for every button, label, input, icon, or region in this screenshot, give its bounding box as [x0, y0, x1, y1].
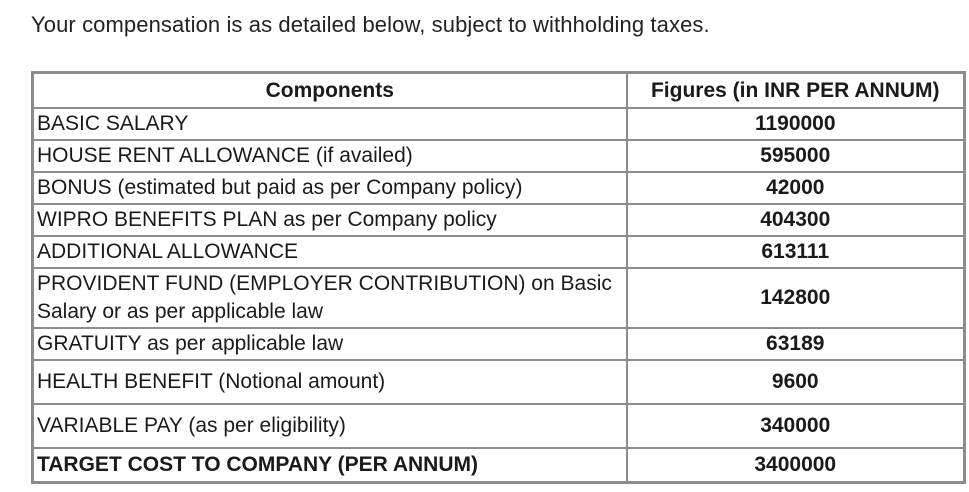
- figure-cell: 340000: [627, 404, 965, 448]
- compensation-table: [31, 71, 966, 484]
- figure-cell: 595000: [627, 140, 965, 172]
- component-cell: GRATUITY as per applicable law: [33, 328, 627, 360]
- component-cell: BONUS (estimated but paid as per Company policy): [33, 172, 627, 204]
- table-row: [33, 328, 965, 360]
- figure-cell: 404300: [627, 204, 965, 236]
- table-row: [33, 108, 965, 140]
- table-row: [33, 360, 965, 404]
- component-cell: WIPRO BENEFITS PLAN as per Company policy: [33, 204, 627, 236]
- table-row: [33, 404, 965, 448]
- component-cell: HEALTH BENEFIT (Notional amount): [33, 360, 627, 404]
- table-row: [33, 236, 965, 268]
- figure-cell: 9600: [627, 360, 965, 404]
- component-cell: BASIC SALARY: [33, 108, 627, 140]
- total-figure-cell: 3400000: [627, 448, 965, 483]
- figures-header: Figures (in INR PER ANNUM): [627, 73, 965, 109]
- component-cell: HOUSE RENT ALLOWANCE (if availed): [33, 140, 627, 172]
- components-header: Components: [33, 73, 627, 109]
- figure-cell: 63189: [627, 328, 965, 360]
- component-cell: ADDITIONAL ALLOWANCE: [33, 236, 627, 268]
- table-row: [33, 204, 965, 236]
- total-row: [33, 448, 965, 483]
- component-cell: VARIABLE PAY (as per eligibility): [33, 404, 627, 448]
- table-header-row: [33, 73, 965, 109]
- table-row: [33, 140, 965, 172]
- intro-text: Your compensation is as detailed below, subject to withholding taxes.: [31, 12, 710, 37]
- figure-cell: 42000: [627, 172, 965, 204]
- table-row: [33, 172, 965, 204]
- figure-cell: 613111: [627, 236, 965, 268]
- component-cell: PROVIDENT FUND (EMPLOYER CONTRIBUTION) on Basic Salary or as per applicable law: [33, 268, 627, 328]
- figure-cell: 1190000: [627, 108, 965, 140]
- figure-cell: 142800: [627, 268, 965, 328]
- total-component-cell: TARGET COST TO COMPANY (PER ANNUM): [33, 448, 627, 483]
- table-row: [33, 268, 965, 328]
